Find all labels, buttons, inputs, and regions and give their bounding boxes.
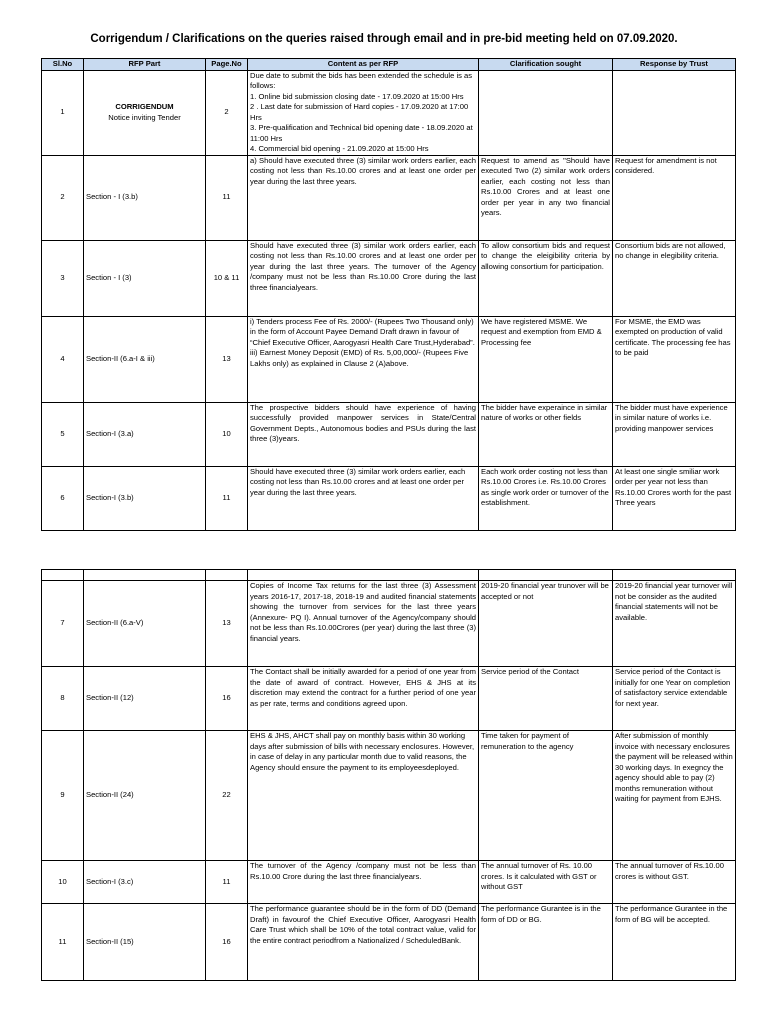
cell-rfp-part: Section-I (3.c) <box>84 861 206 904</box>
table-row <box>42 466 736 530</box>
cell-response <box>613 70 736 155</box>
cell-clarification: Service period of the Contact <box>479 667 613 731</box>
table-row <box>42 70 736 155</box>
notice-label: Notice inviting Tender <box>108 112 181 122</box>
cell-slno: 10 <box>42 861 84 904</box>
cell-page: 10 & 11 <box>206 240 248 316</box>
cell-content: a) Should have executed three (3) similar work orders earlier, each costing not less than Rs.10.00 crores and at least one order per year during the last three years. <box>248 155 479 240</box>
spacer-row <box>42 570 736 581</box>
cell-clarification: Each work order costing not less than Rs.10.00 Crores i.e. Rs.10.00 Crores as single work order or turnover of the establishment. <box>479 466 613 530</box>
cell-content: The performance guarantee should be in the form of DD (Demand Draft) in favourof the Chief Executive Officer, Aarogyasri Health Care Trust which shall be 10% of the total contract value, valid for the entire contract periodfrom a Nationalized / ScheduledBank. <box>248 904 479 981</box>
cell-rfp-part: Section-I (3.b) <box>84 466 206 530</box>
cell-content: i) Tenders process Fee of Rs. 2000/- (Rupees Two Thousand only) in the form of Account Payee Demand Draft drawn in favour of “Chief Executive Officer, Aarogyasri Health Care Trust,Hyderabad”. iii) Earnest Money Deposit (EMD) of Rs. 5,00,000/- (Rupees Five Lakhs only) as explained in Clause 2 (A)above. <box>248 316 479 402</box>
cell-rfp-part <box>84 70 206 155</box>
cell-clarification: Request to amend as "Should have executed Two (2) similar work orders earlier, each costing not less than Rs.10.00 Crores and at least one order per year in any two financial years. <box>479 155 613 240</box>
cell-page: 16 <box>206 904 248 981</box>
cell-content: Copies of Income Tax returns for the last three (3) Assessment years 2016-17, 2017-18, 2018-19 and audited financial statements showing the turnover from services for the last three years (Annexure- PQ I). Annual turnover of the Agency/company should not be less than Rs.10.00Crores (per year) during the last three (3) financial years. <box>248 581 479 667</box>
clarifications-table-part-2 <box>41 569 736 981</box>
cell-content: Should have executed three (3) similar work orders earlier, each costing not less than Rs.10.00 crores and at least one order per year during the last three years. <box>248 466 479 530</box>
cell-content: The prospective bidders should have experience of having successfully provided manpower services in State/Central Government Depts., Autonomous bodies and PSUs during the last three (3)years. <box>248 402 479 466</box>
cell-content: EHS & JHS, AHCT shall pay on monthly basis within 30 working days after submission of bills with necessary enclosures. However, in case of delay in any particular month due to valid reasons, the Agency should ensure the payment to its employeesdeployed. <box>248 731 479 861</box>
col-header-page-no: Page.No <box>206 59 248 71</box>
clarifications-table-part-1 <box>41 58 736 531</box>
cell-page: 11 <box>206 155 248 240</box>
cell-clarification: To allow consortium bids and request to change the eleigibility criteria by allowing consortium for participation. <box>479 240 613 316</box>
cell-response: For MSME, the EMD was exempted on production of valid certificate. The processing fee has to be paid <box>613 316 736 402</box>
cell-content: The turnover of the Agency /company must not be less than Rs.10.00 Crore during the last three financialyears. <box>248 861 479 904</box>
cell-slno: 5 <box>42 402 84 466</box>
table-row <box>42 667 736 731</box>
table-row <box>42 402 736 466</box>
col-header-response: Response by Trust <box>613 59 736 71</box>
cell-slno: 9 <box>42 731 84 861</box>
cell-rfp-part: Section - I (3) <box>84 240 206 316</box>
cell-response: Service period of the Contact is initially for one Year on completion of satisfactory service extendable for next year. <box>613 667 736 731</box>
corrigendum-label: CORRIGENDUM <box>115 102 174 111</box>
cell-clarification: We have registered MSME. We request and exemption from EMD & Processing fee <box>479 316 613 402</box>
cell-page: 13 <box>206 581 248 667</box>
cell-clarification: 2019-20 financial year trunover will be accepted or not <box>479 581 613 667</box>
cell-rfp-part: Section - I (3.b) <box>84 155 206 240</box>
cell-page: 13 <box>206 316 248 402</box>
cell-response: 2019-20 financial year turnover will not be consider as the audited financial statements will not be available. <box>613 581 736 667</box>
schedule-line: 2 . Last date for submission of Hard copies - 17.09.2020 at 17:00 Hrs <box>250 102 469 122</box>
cell-slno: 6 <box>42 466 84 530</box>
cell-slno: 4 <box>42 316 84 402</box>
cell-rfp-part: Section-II (24) <box>84 731 206 861</box>
col-header-clarification: Clarification sought <box>479 59 613 71</box>
schedule-line: 4. Commercial bid opening - 21.09.2020 at 15:00 Hrs <box>250 144 429 153</box>
cell-response: At least one single smiliar work order per year not less than Rs.10.00 Crores worth for the past Three years <box>613 466 736 530</box>
page-title: Corrigendum / Clarifications on the queries raised through email and in pre-bid meeting held on 07.09.2020. <box>90 33 678 45</box>
cell-rfp-part: Section-II (6.a-I & iii) <box>84 316 206 402</box>
cell-slno: 8 <box>42 667 84 731</box>
cell-page: 22 <box>206 731 248 861</box>
cell-slno: 11 <box>42 904 84 981</box>
cell-clarification: The bidder have experaince in similar nature of works or other fields <box>479 402 613 466</box>
cell-rfp-part: Section-I (3.a) <box>84 402 206 466</box>
cell-page: 10 <box>206 402 248 466</box>
table-row <box>42 155 736 240</box>
schedule-line: Due date to submit the bids has been extended the schedule is as follows: <box>250 70 473 90</box>
cell-page: 16 <box>206 667 248 731</box>
cell-rfp-part: Section-II (12) <box>84 667 206 731</box>
table-row <box>42 904 736 981</box>
col-header-content: Content as per RFP <box>248 59 479 71</box>
cell-slno: 3 <box>42 240 84 316</box>
cell-slno: 2 <box>42 155 84 240</box>
table-row <box>42 731 736 861</box>
cell-response: Consortium bids are not allowed, no change in elegibility criteria. <box>613 240 736 316</box>
col-header-slno: Sl.No <box>42 59 84 71</box>
cell-response: After submission of monthly invoice with necessary enclosures the payment will be released within 30 working days. In exegncy the agency should able to pay (2) months remuneration without waiting for payment from EJHS. <box>613 731 736 861</box>
cell-page: 11 <box>206 466 248 530</box>
table-row <box>42 861 736 904</box>
col-header-rfp-part: RFP Part <box>84 59 206 71</box>
cell-slno: 7 <box>42 581 84 667</box>
table-row <box>42 581 736 667</box>
cell-clarification: The annual turnover of Rs. 10.00 crores. Is it calculated with GST or without GST <box>479 861 613 904</box>
cell-rfp-part: Section-II (6.a-V) <box>84 581 206 667</box>
cell-slno: 1 <box>42 70 84 155</box>
cell-clarification <box>479 70 613 155</box>
cell-response: Request for amendment is not considered. <box>613 155 736 240</box>
cell-clarification: Time taken for payment of remuneration to the agency <box>479 731 613 861</box>
table-row <box>42 316 736 402</box>
header-row <box>42 59 736 71</box>
cell-response: The bidder must have experience in similar nature of works i.e. providing manpower services <box>613 402 736 466</box>
cell-content: The Contact shall be initially awarded for a period of one year from the date of award of contract. However, EHS & JHS at its discretion may extend the contract for a further period of one year as per rate, terms and conditions agreed upon. <box>248 667 479 731</box>
schedule-line: 3. Pre-qualification and Technical bid opening date - 18.09.2020 at 11:00 Hrs <box>250 123 473 143</box>
cell-response: The annual turnover of Rs.10.00 crores is without GST. <box>613 861 736 904</box>
cell-rfp-part: Section-II (15) <box>84 904 206 981</box>
table-row <box>42 240 736 316</box>
schedule-line: 1. Online bid submission closing date - 17.09.2020 at 15:00 Hrs <box>250 91 464 101</box>
cell-page: 2 <box>206 70 248 155</box>
cell-response: The performance Gurantee in the form of BG will be accepted. <box>613 904 736 981</box>
cell-clarification: The performance Gurantee is in the form of DD or BG. <box>479 904 613 981</box>
cell-page: 11 <box>206 861 248 904</box>
cell-content <box>248 70 479 155</box>
cell-content: Should have executed three (3) similar work orders earlier, each costing not less than Rs.10.00 crores and at least one order per year during the last three years. The turnover of the Agency /company must not be less than Rs.10.00 Crore during the last three financialyears. <box>248 240 479 316</box>
